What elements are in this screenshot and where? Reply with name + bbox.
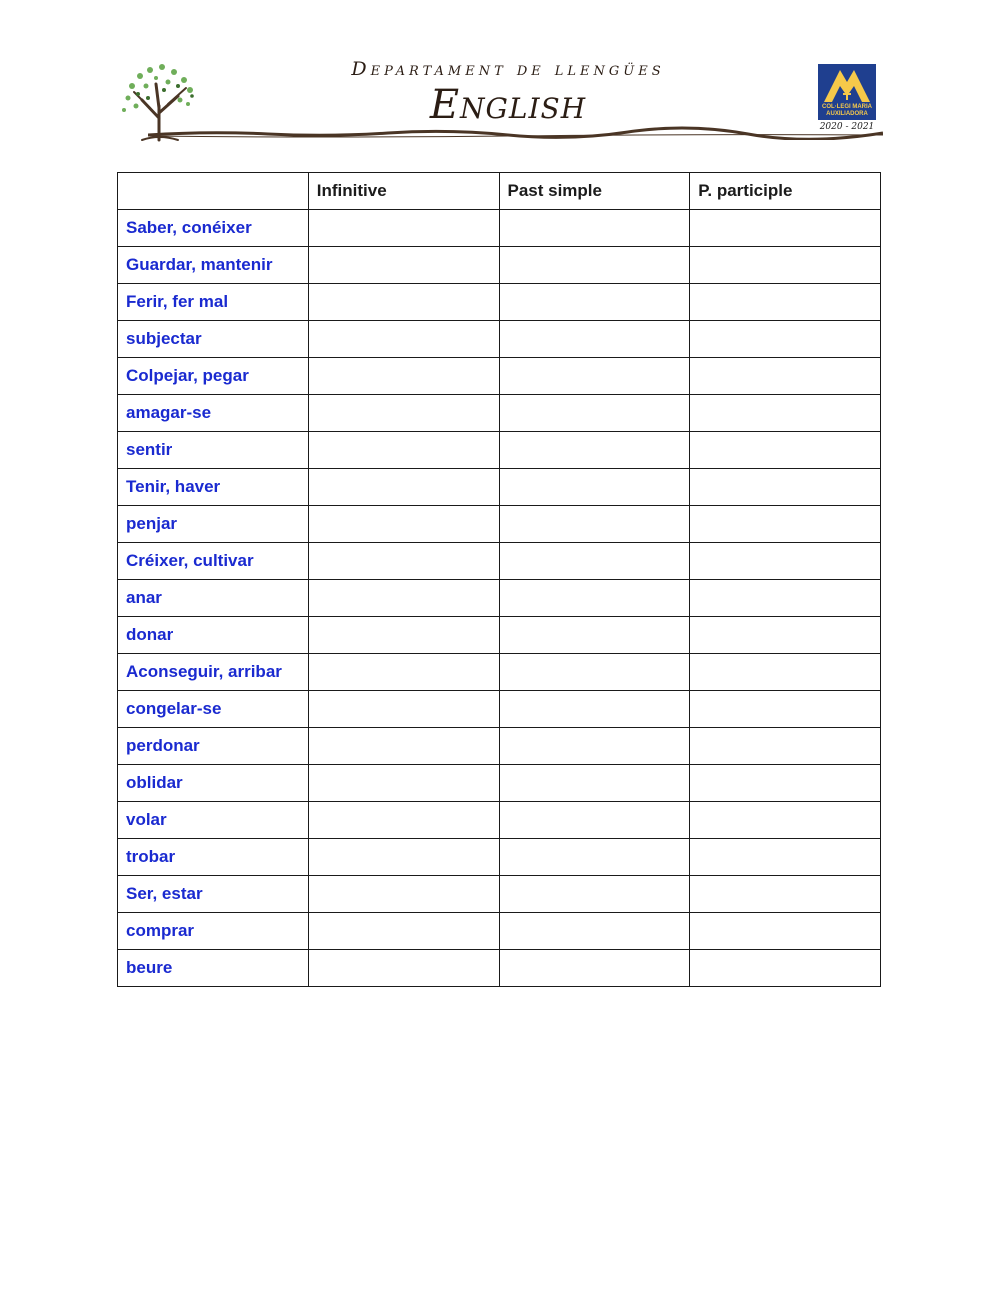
infinitive-cell[interactable] <box>308 654 499 691</box>
past-participle-cell[interactable] <box>690 950 881 987</box>
past-simple-cell[interactable] <box>499 654 690 691</box>
table-row <box>118 210 881 247</box>
infinitive-cell[interactable] <box>308 617 499 654</box>
column-header: P. participle <box>690 173 881 210</box>
table-row <box>118 469 881 506</box>
past-participle-cell[interactable] <box>690 839 881 876</box>
infinitive-cell[interactable] <box>308 913 499 950</box>
infinitive-cell[interactable] <box>308 802 499 839</box>
infinitive-cell[interactable] <box>308 469 499 506</box>
infinitive-cell[interactable] <box>308 247 499 284</box>
verb-label: comprar <box>118 913 309 950</box>
past-simple-cell[interactable] <box>499 358 690 395</box>
past-simple-cell[interactable] <box>499 580 690 617</box>
past-participle-cell[interactable] <box>690 617 881 654</box>
infinitive-cell[interactable] <box>308 284 499 321</box>
past-participle-cell[interactable] <box>690 395 881 432</box>
department-title: Departament de llengües <box>351 58 665 80</box>
past-participle-cell[interactable] <box>690 913 881 950</box>
past-participle-cell[interactable] <box>690 358 881 395</box>
infinitive-cell[interactable] <box>308 358 499 395</box>
infinitive-cell[interactable] <box>308 728 499 765</box>
past-participle-cell[interactable] <box>690 247 881 284</box>
past-participle-cell[interactable] <box>690 654 881 691</box>
past-participle-cell[interactable] <box>690 765 881 802</box>
table-row <box>118 395 881 432</box>
past-simple-cell[interactable] <box>499 469 690 506</box>
column-header <box>118 173 309 210</box>
past-simple-cell[interactable] <box>499 506 690 543</box>
past-simple-cell[interactable] <box>499 950 690 987</box>
infinitive-cell[interactable] <box>308 950 499 987</box>
subject-title: English <box>429 82 587 128</box>
table-row <box>118 950 881 987</box>
table-row <box>118 728 881 765</box>
verbs-table <box>117 172 881 987</box>
infinitive-cell[interactable] <box>308 432 499 469</box>
verb-label: volar <box>118 802 309 839</box>
school-logo <box>818 64 876 120</box>
past-simple-cell[interactable] <box>499 432 690 469</box>
table-row <box>118 580 881 617</box>
page-header <box>0 0 1000 150</box>
verb-label: Tenir, haver <box>118 469 309 506</box>
verb-label: sentir <box>118 432 309 469</box>
table-row <box>118 654 881 691</box>
past-simple-cell[interactable] <box>499 395 690 432</box>
table-row <box>118 358 881 395</box>
verb-label: trobar <box>118 839 309 876</box>
past-participle-cell[interactable] <box>690 432 881 469</box>
verb-label: Saber, conéixer <box>118 210 309 247</box>
verb-label: amagar-se <box>118 395 309 432</box>
past-simple-cell[interactable] <box>499 691 690 728</box>
verb-label: donar <box>118 617 309 654</box>
verb-label: subjectar <box>118 321 309 358</box>
infinitive-cell[interactable] <box>308 580 499 617</box>
infinitive-cell[interactable] <box>308 506 499 543</box>
past-participle-cell[interactable] <box>690 802 881 839</box>
past-simple-cell[interactable] <box>499 617 690 654</box>
table-row <box>118 839 881 876</box>
decorative-rule <box>148 124 883 140</box>
verb-label: anar <box>118 580 309 617</box>
column-header: Past simple <box>499 173 690 210</box>
infinitive-cell[interactable] <box>308 765 499 802</box>
table-row <box>118 543 881 580</box>
verb-label: Ferir, fer mal <box>118 284 309 321</box>
past-simple-cell[interactable] <box>499 839 690 876</box>
past-participle-cell[interactable] <box>690 876 881 913</box>
verb-label: penjar <box>118 506 309 543</box>
infinitive-cell[interactable] <box>308 210 499 247</box>
table-header-row <box>118 173 881 210</box>
verb-label: Ser, estar <box>118 876 309 913</box>
past-simple-cell[interactable] <box>499 802 690 839</box>
past-participle-cell[interactable] <box>690 210 881 247</box>
past-simple-cell[interactable] <box>499 728 690 765</box>
infinitive-cell[interactable] <box>308 839 499 876</box>
infinitive-cell[interactable] <box>308 395 499 432</box>
table-row <box>118 432 881 469</box>
table-row <box>118 617 881 654</box>
past-simple-cell[interactable] <box>499 247 690 284</box>
past-simple-cell[interactable] <box>499 543 690 580</box>
verb-label: Colpejar, pegar <box>118 358 309 395</box>
school-year: 2020 - 2021 <box>819 122 875 132</box>
past-participle-cell[interactable] <box>690 543 881 580</box>
past-participle-cell[interactable] <box>690 469 881 506</box>
table-row <box>118 691 881 728</box>
verb-label: congelar-se <box>118 691 309 728</box>
school-emblem-icon <box>818 64 876 104</box>
past-participle-cell[interactable] <box>690 728 881 765</box>
infinitive-cell[interactable] <box>308 543 499 580</box>
past-simple-cell[interactable] <box>499 876 690 913</box>
verb-label: Créixer, cultivar <box>118 543 309 580</box>
verb-label: Aconseguir, arribar <box>118 654 309 691</box>
table-row <box>118 284 881 321</box>
table-row <box>118 876 881 913</box>
table-row <box>118 765 881 802</box>
verb-label: beure <box>118 950 309 987</box>
table-row <box>118 506 881 543</box>
table-row <box>118 247 881 284</box>
table-row <box>118 321 881 358</box>
verb-label: oblidar <box>118 765 309 802</box>
column-header: Infinitive <box>308 173 499 210</box>
past-participle-cell[interactable] <box>690 321 881 358</box>
logo-line-1: COL·LEGI MARIA <box>822 104 872 110</box>
past-participle-cell[interactable] <box>690 506 881 543</box>
past-participle-cell[interactable] <box>690 691 881 728</box>
verb-label: perdonar <box>118 728 309 765</box>
infinitive-cell[interactable] <box>308 876 499 913</box>
past-simple-cell[interactable] <box>499 321 690 358</box>
past-participle-cell[interactable] <box>690 580 881 617</box>
past-participle-cell[interactable] <box>690 284 881 321</box>
table-row <box>118 913 881 950</box>
infinitive-cell[interactable] <box>308 321 499 358</box>
past-simple-cell[interactable] <box>499 765 690 802</box>
past-simple-cell[interactable] <box>499 913 690 950</box>
past-simple-cell[interactable] <box>499 210 690 247</box>
infinitive-cell[interactable] <box>308 691 499 728</box>
logo-line-2: AUXILIADORA <box>826 111 868 117</box>
verb-label: Guardar, mantenir <box>118 247 309 284</box>
past-simple-cell[interactable] <box>499 284 690 321</box>
table-row <box>118 802 881 839</box>
